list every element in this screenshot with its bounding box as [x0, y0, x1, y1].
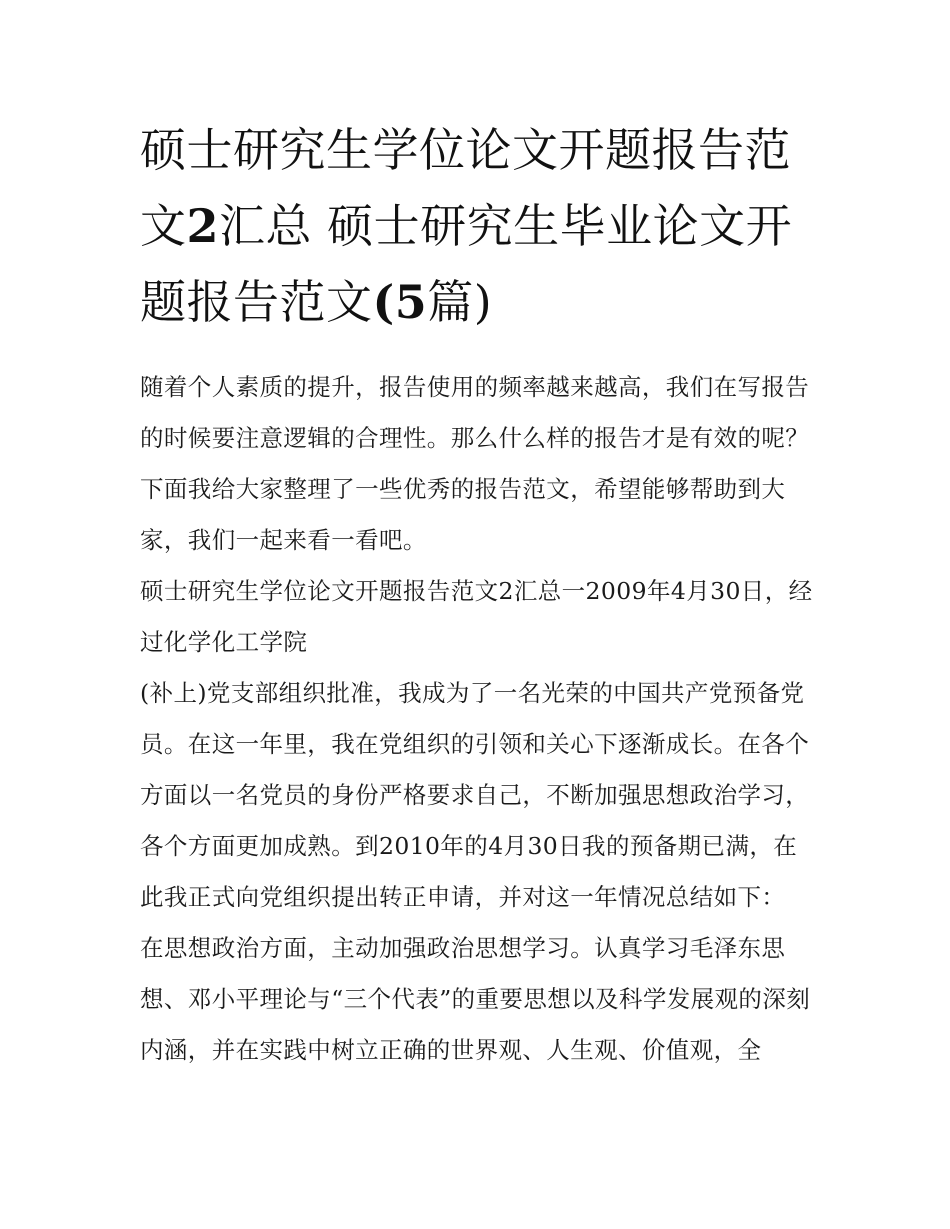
document-body [140, 362, 820, 1076]
intro-paragraph: 随着个人素质的提升，报告使用的频率越来越高，我们在写报告的时候要注意逻辑的合理性。那么什么样的报告才是有效的呢？下面我给大家整理了一些优秀的报告范文，希望能够帮助到大家，我们一起来看一看吧。 [140, 373, 810, 554]
report-heading-paragraph: 硕士研究生学位论文开题报告范文2汇总一2009年4月30日，经过化学化工学院 [140, 577, 813, 656]
document-title [140, 112, 820, 340]
title-number-2: 2 [186, 199, 220, 253]
title-part-1: 硕士研究生学位论文开题报告范文 [140, 123, 791, 253]
document-content [140, 112, 820, 1076]
title-part-3: 篇) [427, 275, 493, 329]
political-study-paragraph: 在思想政治方面，主动加强政治思想学习。认真学习毛泽东思想、邓小平理论与“三个代表”的重要思想以及科学发展观的深刻内涵，并在实践中树立正确的世界观、人生观、价值观，全 [140, 934, 811, 1064]
title-part-2: 汇总 硕士研究生毕业论文开题报告范文 [140, 199, 793, 329]
party-membership-paragraph: (补上)党支部组织批准，我成为了一名光荣的中国共产党预备党员。在这一年里，我在党组织的引领和关心下逐渐成长。在各个方面以一名党员的身份严格要求自己，不断加强思想政治学习，各个方面更加成熟。到2010年的4月30日我的预备期已满，在此我正式向党组织提出转正申请，并对这一年情况总结如下： [140, 679, 810, 911]
title-number-5: (5 [372, 275, 428, 329]
